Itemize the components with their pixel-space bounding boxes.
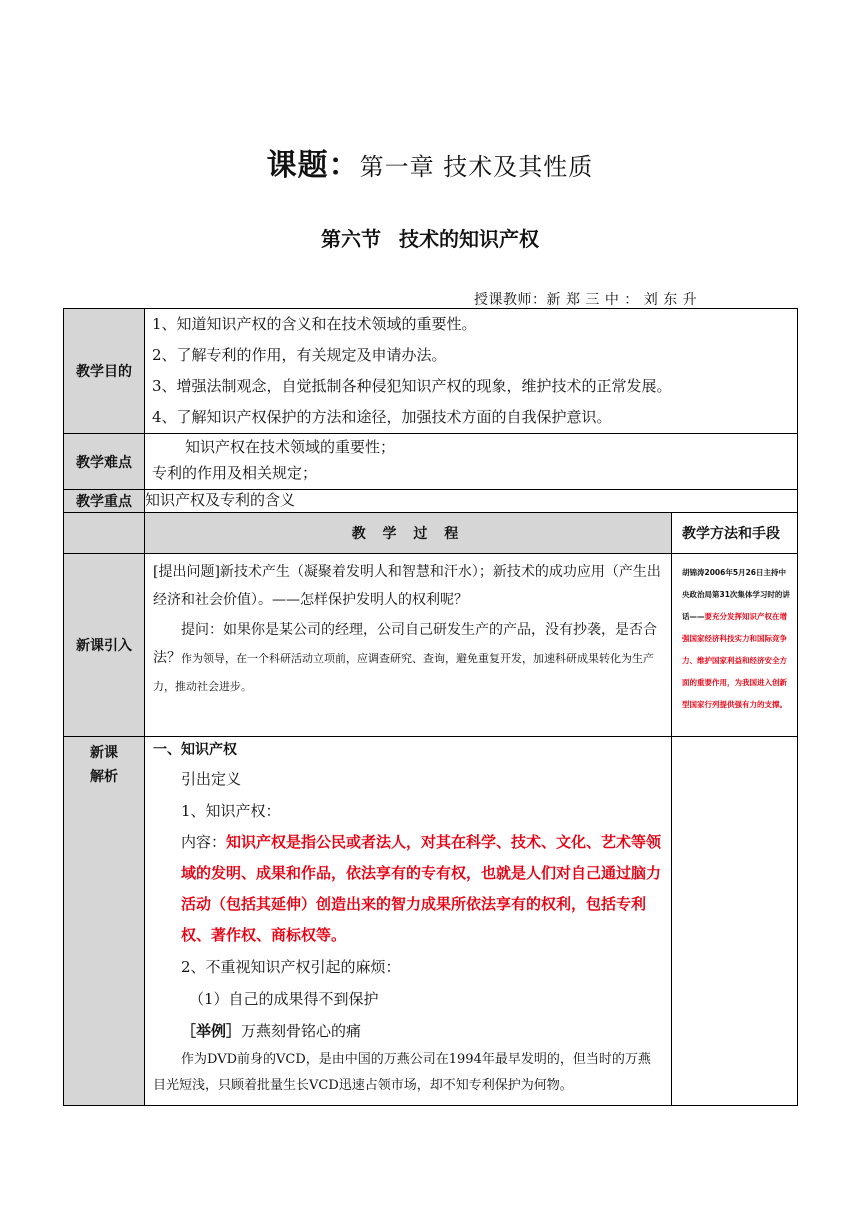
lesson-plan-table [63, 308, 798, 1106]
content-label: 内容： [181, 833, 227, 851]
difficulty-item: 专利的作用及相关规定； [152, 464, 318, 482]
keypoints-row [64, 490, 798, 513]
definition-text: 知识产权是指公民或者法人，对其在科学、技术、文化、艺术等领域的发明、成果和作品，依法享有的专有权，也就是人们对自己通过脑力活动（包括其延伸）创造出来的智力成果所依法享有的权利，包括专利权、著作权、商标权等。 [181, 833, 662, 944]
difficulties-content [145, 434, 798, 490]
analysis-row [64, 737, 798, 1106]
method-heading: 教学方法和手段 [672, 513, 798, 554]
keypoints-content: 知识产权及专利的含义 [145, 490, 798, 513]
section-number: 第六节 [321, 227, 381, 251]
analysis-label-line: 新课 [90, 745, 118, 761]
intro-content [145, 554, 672, 737]
difficulties-row [64, 434, 798, 490]
analysis-subheading: 引出定义 [181, 770, 242, 788]
teacher-line: 授课教师：新 郑 三 中 ： 刘 东 升 [474, 292, 698, 308]
analysis-label-line: 解析 [90, 769, 118, 785]
objectives-row [64, 309, 798, 434]
objective-item: 3、增强法制观念，自觉抵制各种侵犯知识产权的现象，维护技术的正常发展。 [152, 377, 672, 395]
chapter-title: 第一章 技术及其性质 [359, 153, 594, 181]
intro-label: 新课引入 [64, 554, 145, 737]
difficulty-item: 知识产权在技术领域的重要性； [185, 438, 396, 456]
analysis-label [64, 737, 145, 1106]
section-name: 技术的知识产权 [399, 227, 539, 251]
example-title: 万燕刻骨铭心的痛 [241, 1022, 362, 1040]
analysis-item-1: 1、知识产权： [181, 802, 281, 820]
analysis-method-cell [672, 737, 798, 1106]
example-tag: ［举例］ [181, 1022, 242, 1040]
intro-row [64, 554, 798, 737]
method-note-source: 胡锦涛2006年5月26日主持中央政治局第31次集体学习时的讲话—— [682, 568, 790, 621]
intro-question: [提出问题]新技术产生（凝聚着发明人和智慧和汗水）；新技术的成功应用（产生出经济和社会价值）。——怎样保护发明人的权利呢？ [153, 564, 661, 608]
process-header-row [64, 513, 798, 554]
process-header-blank [64, 513, 145, 554]
course-label: 课题： [266, 148, 360, 183]
analysis-content [145, 737, 672, 1106]
objective-item: 1、知道知识产权的含义和在技术领域的重要性。 [152, 315, 477, 333]
objective-item: 2、了解专利的作用，有关规定及申请办法。 [152, 346, 447, 364]
section-title [0, 223, 860, 252]
intro-ask-note: 作为领导，在一个科研活动立项前，应调查研究、查询，避免重复开发，加速科研成果转化为生产力，推动社会进步。 [153, 652, 654, 693]
analysis-item-2-1: （1）自己的成果得不到保护 [189, 990, 379, 1008]
objective-item: 4、了解知识产权保护的方法和途径，加强技术方面的自我保护意识。 [152, 408, 612, 426]
example-heading [153, 1015, 663, 1047]
analysis-heading: 一、知识产权 [153, 742, 237, 758]
analysis-item-2: 2、不重视知识产权引起的麻烦： [181, 958, 401, 976]
analysis-definition-block [153, 827, 663, 951]
method-note [672, 554, 798, 737]
example-text: 作为DVD前身的VCD，是由中国的万燕公司在1994年最早发明的，但当时的万燕目光短浅，只顾着批量生长VCD迅速占领市场，却不知专利保护为何物。 [153, 1052, 651, 1093]
keypoints-label: 教学重点 [64, 490, 145, 513]
method-note-text: 要充分发挥知识产权在增强国家经济科技实力和国际竞争力、维护国家利益和经济安全方面的重要作用，为我国进入创新型国家行列提供强有力的支撑。 [682, 612, 787, 709]
process-heading: 教 学 过 程 [145, 513, 672, 554]
difficulties-label: 教学难点 [64, 434, 145, 490]
objectives-label: 教学目的 [64, 309, 145, 434]
objectives-content [145, 309, 798, 434]
lesson-title [0, 140, 860, 184]
intro-ask: 提问：如果你是某公司的经理，公司自己研发生产的产品，没有抄袭，是否合法？ [153, 622, 657, 666]
